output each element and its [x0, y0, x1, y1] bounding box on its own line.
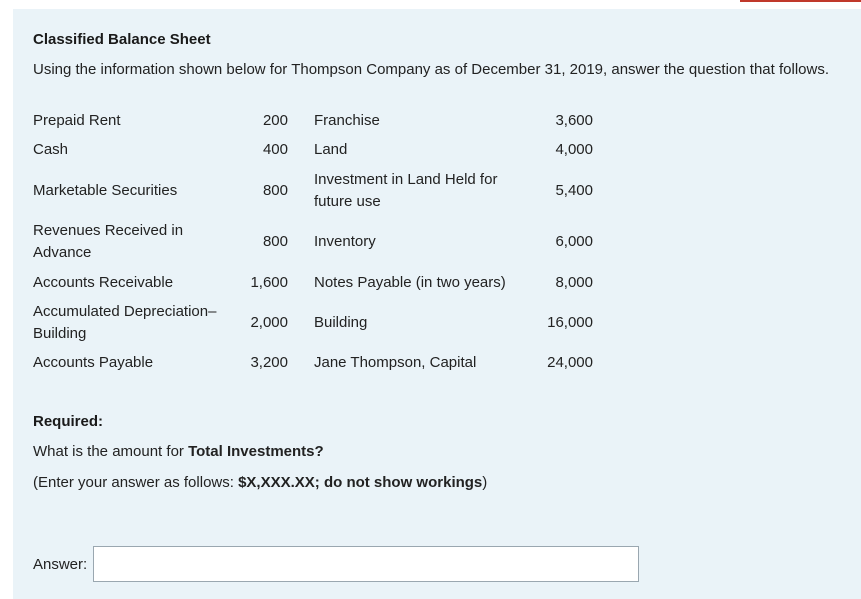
account-value: 200	[262, 112, 288, 129]
answer-input[interactable]	[93, 546, 639, 582]
account-value: 800	[262, 233, 288, 250]
answer-label: Answer:	[33, 556, 88, 573]
account-label: Investment in Land Held for future use	[314, 171, 498, 210]
account-label: Prepaid Rent	[33, 112, 121, 129]
account-label: Revenues Received in Advance	[33, 222, 184, 261]
account-label: Jane Thompson, Capital	[314, 354, 477, 371]
account-value: 1,600	[250, 274, 288, 291]
answer-instructions	[33, 474, 487, 491]
account-value: 5,400	[555, 182, 593, 199]
question-emphasis: Total Investments?	[188, 443, 324, 460]
account-value: 3,200	[250, 354, 288, 371]
account-value: 24,000	[547, 354, 593, 371]
account-label: Inventory	[314, 233, 376, 250]
instructions-format: $X,XXX.XX; do not show workings	[238, 474, 483, 491]
account-value: 8,000	[555, 274, 593, 291]
instructions-prefix: (Enter your answer as follows:	[33, 474, 239, 491]
account-label: Land	[314, 141, 348, 158]
instructions-suffix: )	[482, 474, 488, 491]
required-heading: Required:	[33, 413, 104, 430]
top-accent-line	[740, 0, 861, 2]
intro-text: Using the information shown below for Thompson Company as of December 31, 2019, answer the question that follows.	[33, 61, 829, 78]
account-label: Building	[314, 314, 368, 331]
account-value: 3,600	[555, 112, 593, 129]
account-value: 800	[262, 182, 288, 199]
account-value: 6,000	[555, 233, 593, 250]
question-text	[33, 443, 324, 460]
account-label: Accounts Receivable	[33, 274, 174, 291]
account-value: 400	[262, 141, 288, 158]
account-label: Marketable Securities	[33, 182, 178, 199]
account-value: 2,000	[250, 314, 288, 331]
account-label: Cash	[33, 141, 69, 158]
question-prefix: What is the amount for	[33, 443, 189, 460]
account-label: Accumulated Depreciation–Building	[33, 303, 217, 342]
account-value: 4,000	[555, 141, 593, 158]
account-label: Notes Payable (in two years)	[314, 274, 506, 291]
account-value: 16,000	[547, 314, 593, 331]
page-title: Classified Balance Sheet	[33, 31, 211, 48]
account-label: Accounts Payable	[33, 354, 154, 371]
account-label: Franchise	[314, 112, 380, 129]
